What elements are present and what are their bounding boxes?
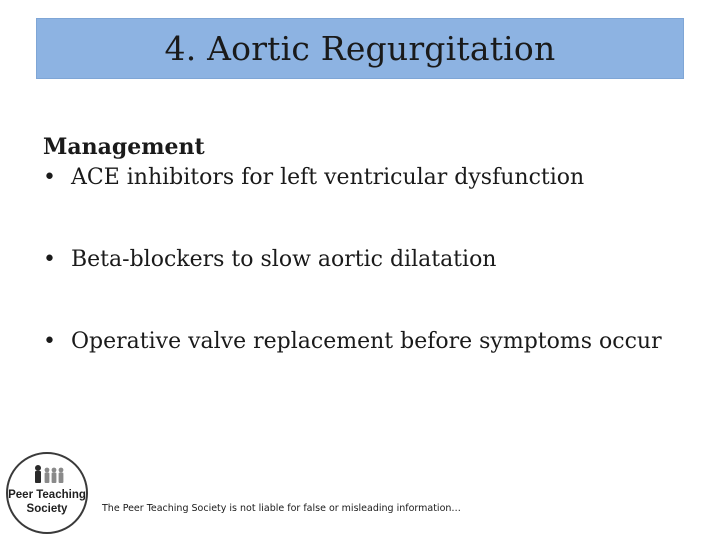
- slide-content: [43, 131, 683, 357]
- figures-icon: [35, 465, 41, 483]
- bullet-item: [43, 163, 683, 193]
- bullet-text: ACE inhibitors for left ventricular dysfunction: [71, 165, 585, 190]
- bullet-marker: •: [43, 165, 56, 190]
- disclaimer-text: The Peer Teaching Society is not liable for false or misleading information…: [102, 503, 461, 514]
- bullet-marker: •: [43, 247, 56, 272]
- bullet-item: [43, 245, 683, 275]
- title-bar: [36, 18, 684, 79]
- bullet-item: [43, 327, 683, 357]
- logo-graphic: [8, 454, 86, 532]
- bullet-text: Operative valve replacement before symptoms occur: [71, 329, 662, 354]
- bullet-marker: •: [43, 329, 56, 354]
- peer-teaching-society-logo-icon: [6, 452, 88, 534]
- slide-title: 4. Aortic Regurgitation: [164, 29, 556, 68]
- logo-line2: Society: [26, 503, 68, 515]
- section-heading: Management: [43, 134, 205, 160]
- logo-line1: Peer Teaching: [8, 489, 86, 501]
- bullet-text: Beta-blockers to slow aortic dilatation: [71, 247, 497, 272]
